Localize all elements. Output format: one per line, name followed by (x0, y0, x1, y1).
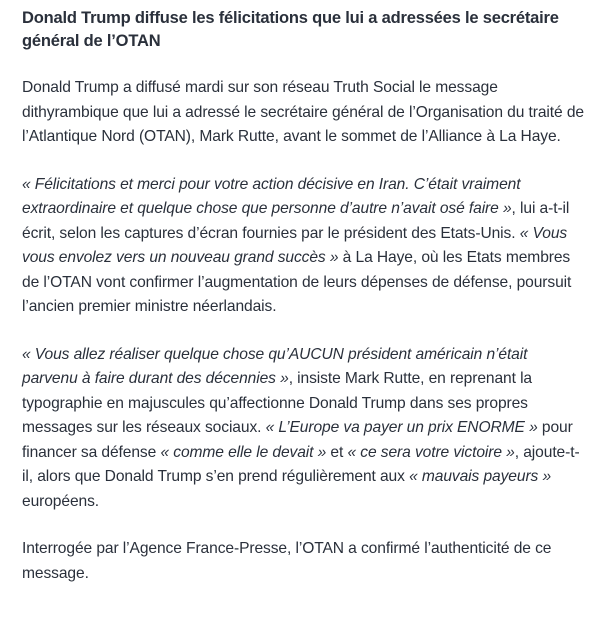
paragraph-text: pour financer sa défense (22, 419, 573, 461)
quote-felicitations: « Félicitations et merci pour votre action décisive en Iran. C’était vraiment extraordinaire et quelque chose que personne d’autre n’avait osé faire » (22, 175, 521, 217)
quote-grand-succes: « Vous vous envolez vers un nouveau grand succès » (22, 224, 568, 266)
paragraph-text: européens. (22, 492, 100, 510)
paragraph-text: , ajoute-t-il, alors que Donald Trump s’en prend régulièrement aux (22, 443, 580, 485)
paragraph-text: Interrogée par l’Agence France-Presse, l’OTAN a confirmé l’authenticité de ce message. (22, 540, 552, 582)
paragraph-text: Donald Trump a diffusé mardi sur son réseau Truth Social le message dithyrambique que lui a adressé le secrétaire général de l’Organisation du traité de l’Atlantique Nord (OTAN), Mark Rutte, avant le sommet de l’Alliance à La Haye. (22, 79, 584, 145)
quote-aucun-president: « Vous allez réaliser quelque chose qu’AUCUN président américain n’était parvenu à faire durant des décennies » (22, 345, 528, 387)
quote-prix-enorme: « L’Europe va payer un prix ENORME » (265, 419, 538, 436)
paragraph-4 (22, 537, 584, 586)
quote-mauvais-payeurs: « mauvais payeurs » (409, 468, 552, 485)
paragraph-text: , insiste Mark Rutte, en reprenant la typographie en majuscules qu’affectionne Donald Trump dans ses propres messages sur les réseaux sociaux. (22, 370, 533, 436)
quote-comme-elle-le-devait: « comme elle le devait » (160, 443, 327, 461)
paragraph-text: , lui a-t-il écrit, selon les captures d’écran fournies par le président des Etats-Unis. (22, 200, 570, 242)
paragraph-1 (22, 76, 584, 150)
article-headline: Donald Trump diffuse les félicitations que lui a adressées le secrétaire général de l’OTAN (22, 9, 559, 50)
paragraph-text: à La Haye, où les Etats membres de l’OTAN vont confirmer l’augmentation de leurs dépenses de défense, poursuit l’ancien premier ministre néerlandais. (22, 249, 572, 315)
paragraph-text: et (326, 443, 348, 461)
quote-votre-victoire: « ce sera votre victoire » (347, 443, 515, 461)
paragraph-3 (22, 343, 584, 515)
article (22, 7, 584, 609)
paragraph-2 (22, 173, 584, 320)
